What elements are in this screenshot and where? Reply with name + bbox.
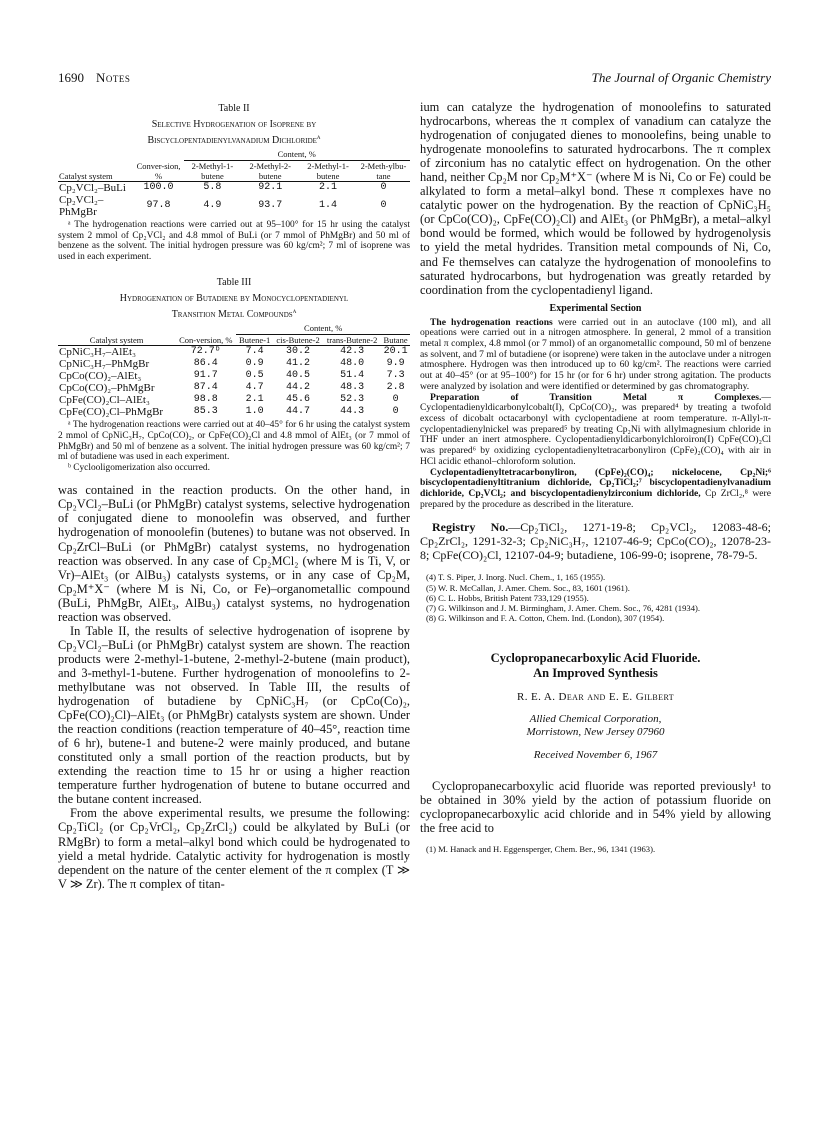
table-row	[58, 394, 410, 406]
table-2-col-header: 2-Methyl-1-butene	[184, 161, 242, 182]
table-row	[58, 182, 410, 195]
section-name: Notes	[96, 70, 131, 85]
table-cell: CpNiC₃H₇–PhMgBr	[59, 358, 150, 371]
references	[420, 572, 771, 623]
table-3-col-header: Butane	[381, 335, 410, 346]
reference: (4) T. S. Piper, J. Inorg. Nucl. Chem., 1, 165 (1955).	[426, 572, 606, 583]
left-body-text	[58, 483, 410, 890]
table-cell: 2.1	[245, 394, 264, 406]
table-cell: 44.3	[340, 406, 365, 418]
table-cell: 0	[380, 200, 387, 211]
affiliation-line2: Morristown, New Jersey 07960	[526, 726, 665, 739]
article-title-line1: Cyclopropanecarboxylic Acid Fluoride.	[490, 651, 701, 666]
table-3	[58, 276, 410, 473]
paragraph: ium can catalyze the hydrogenation of monoolefins to saturated hydrocarbons, whereas the π complex of vanadium can catalyze the hydrogenation of conjugated dienes to monoolefins, being unable to hydrogenate monoolefins to saturated hydrocarbons. The π complex of zirconium has no catalytic effect on hydrogenation. On the other hand, neither Cp₂M nor Cp₂M⁺X⁻ (where M is Ni, Co or Fe) could be alkylated to form a metal–alkyl bond. These π complexes have no catalytic power on the hydrogenation. By the reaction of CpNiC₃H₅ (or CpCo(CO)₂, CpFe(CO)₂Cl) and AlEt₃ (or PhMgBr), a metal–alkyl bond would be formed, which would be followed by hydrogenolysis to yield the metal hydrides. Transition metal compounds of Ni, Co, and Fe themselves can catalyze the hydrogenation of monoolefins to saturated hydrocarbons, but hydrogenation was greatly retarded by coordination from the cyclopentadienyl ligand.	[420, 100, 771, 297]
table-cell: 20.1	[383, 346, 408, 358]
right-column	[420, 100, 771, 854]
table-2-col-header: 2-Methyl-1-butene	[299, 161, 357, 182]
table-row	[58, 346, 410, 359]
table-cell: CpFe(CO)₂Cl–AlEt₃	[59, 394, 150, 407]
table-cell: 0	[392, 406, 399, 418]
table-cell: 42.3	[340, 346, 365, 358]
table-cell: 0	[392, 394, 399, 406]
table-cell: 93.7	[258, 200, 283, 211]
table-cell: 45.6	[286, 394, 311, 406]
table-cell: CpCo(CO)₂–AlEt₃	[59, 370, 142, 383]
table-cell: 0.9	[245, 358, 264, 370]
table-row	[58, 358, 410, 370]
paragraph: Preparation of Transition Metal π Complexes.—Cyclopentadienyldicarbonylcobalt(I), CpCo(CO)₂, was prepared⁴ by treating a twofold excess of dicobalt octacarbonyl with cyclopentadiene at room temperature. π-Allyl-π-cyclopentadienylnickel was prepared⁵ by treating Cp₂Ni with allylmagnesium chloride in THF under an inert atmosphere. Cyclopentadienyldicarbonylchloroiron(I) CpFe(CO)₂Cl was prepared⁶ by oxidizing cyclopentadienyltetracarbonyliron (CpFe)₂(CO)₄ with air in HCl acidic ethanol–chloroform solution.	[420, 391, 771, 467]
table-cell: 98.8	[193, 394, 218, 406]
experimental-heading: Experimental Section	[549, 302, 642, 314]
table-3-col-header: Catalyst system	[58, 335, 175, 346]
table-3-footnote-b: ᵇ Cyclooligomerization also occurred.	[68, 462, 210, 473]
table-row	[58, 382, 410, 394]
table-cell: 44.2	[286, 382, 311, 394]
experimental-section	[420, 318, 771, 511]
table-cell: 0.5	[245, 370, 264, 382]
reference: (5) W. R. McCallan, J. Amer. Chem. Soc., 83, 1601 (1961).	[426, 582, 630, 593]
article-title-line2: An Improved Synthesis	[533, 666, 658, 681]
table-cell: CpNiC₃H₇–AlEt₃	[59, 346, 136, 359]
received-date: Received November 6, 1967	[533, 749, 658, 762]
table-3-col-header: trans-Butene-2	[323, 335, 381, 346]
paragraph: From the above experimental results, we presume the following: Cp₂TiCl₂ (or Cp₂VrCl₂, Cp₂ZrCl₂) could be alkylated by BuLi (or RMgBr) to form a metal–alkyl bond which could be hydrogenated to yield a metal hydride. Catalytic activity for hydrogenation is mostly dependent on the nature of the center element of the π complex (T ≫ V ≫ Zr). The π complex of titan-	[58, 806, 410, 891]
table-cell: 91.7	[193, 370, 218, 382]
table-2-col-header: 2-Methyl-2-butene	[241, 161, 299, 182]
table-cell: CpCo(CO)₂–PhMgBr	[59, 382, 155, 395]
paragraph: was contained in the reaction products. On the other hand, in Cp₂VCl₂–BuLi (or PhMgBr) catalyst systems, selective hydrogenation of conjugated diene to monoolefin was observed, and further hydrogenation of monoolefin (butenes) to butane was not observed. In Cp₂ZrCl–BuLi (or PhMgBr) catalyst systems, no hydrogenation reaction was observed. In any case of Cp₂MCl₂ (where M is Ti, V, or Vr)–AlEt₃ (or AlBu₃) catalysts systems, or in any case of Cp₂M, Cp₂M⁺X⁻ (where M is Ni, Co, or Fe)–organometallic compound (BuLi, PhMgBr, AlEt₃, AlBu₃) catalyst systems, no hydrogenation reaction was observed.	[58, 483, 410, 624]
registry-label: Registry No.	[432, 520, 509, 535]
table-cell: Cp₂VCl₂–PhMgBr	[59, 194, 104, 218]
table-cell: 40.5	[286, 370, 311, 382]
reference: (1) M. Hanack and H. Eggensperger, Chem. Ber., 96, 1341 (1963).	[426, 843, 656, 854]
table-row	[58, 194, 410, 218]
table-3-footnote-a: ᵃ The hydrogenation reactions were carried out at 40–45° for 6 hr using the catalyst system 2 mmol of CpNiC₃H₇, CpCo(CO)₂, or CpFe(CO)₂Cl and 4.8 mmol of AlEt₃ (or 7 mmol of PhMgBr) and 50 ml of benzene as a solvent. The initial hydrogen pressure was 60 kg/cm²; 7 ml of butadiene was used in each experiment.	[58, 420, 410, 463]
table-cell: 9.9	[386, 358, 405, 370]
table-3-label: Table III	[216, 277, 252, 289]
table-cell: 52.3	[340, 394, 365, 406]
table-2-title-line1: Selective Hydrogenation of Isoprene by	[151, 119, 317, 130]
table-3-col-header: Butene-1	[236, 335, 273, 346]
reference: (6) C. L. Hobbs, British Patent 733,129 (1955).	[426, 592, 589, 603]
table-3-col-header: Con-version, %	[175, 335, 236, 346]
table-row	[58, 370, 410, 382]
table-3-title-line2: Transition Metal Compounds$^a$	[171, 307, 297, 321]
table-cell: 97.8	[146, 200, 171, 211]
journal-name: The Journal of Organic Chemistry	[591, 70, 771, 85]
table-2-col-header: Conver-sion, %	[134, 161, 184, 182]
reference: (7) G. Wilkinson and J. M. Birmingham, J. Amer. Chem. Soc., 76, 4281 (1934).	[426, 602, 701, 613]
paragraph: The hydrogenation reactions were carried out in an autoclave (100 ml), and all opeations were carried out in a nitrogen atmosphere. In general, 2 mmol of a transition metal π complex, 4.8 mmol (or 7 mmol) of an organometallic compound, 50 ml of benzene as solvent, and 7 ml of butadiene (or isoprene) were taken in the autoclave under a nitrogen atmosphere. Hydrogen was then introduced up to 60 kg/cm². The reactions were carried out at 40–45° (or at 95–100°) for 15 hr (or for 6 hr) under strong agitation. The products were analyzed by isolation and were identified or determined by gas chromatography.	[420, 316, 771, 392]
table-cell: 100.0	[143, 182, 174, 193]
registry-numbers: Registry No.—Cp₂TiCl₂, 1271-19-8; Cp₂VCl₂, 12083-48-6; Cp₂ZrCl₂, 1291-32-3; Cp₂NiC₃H₇, 12107-46-9; CpCo(CO)₂, 12078-23-8; CpFe(CO)₂Cl, 12107-04-9; butadiene, 106-99-0; isoprene, 78-79-5.	[420, 520, 772, 563]
table-cell: 7.3	[386, 370, 405, 382]
paragraph: In Table II, the results of selective hydrogenation of isoprene by Cp₂VCl₂–BuLi (or PhMgBr) catalyst system are shown. The reaction products were 2-methyl-1-butene, 2-methyl-2-butene (main product), and 3-methyl-1-butene. Further hydrogenation of monoolefins to 2-methylbutane was not observed. In Table III, the results of hydrogenation of butadiene by CpNiC₃H₇ (or CpCo(Co)₂, CpFe(CO)₂Cl)–AlEt₃ (or PhMgBr) catalysts system are shown. Under the reaction conditions (reaction temperature of 40–45°, reaction time of 6 hr), butene-1 and butene-2 were mainly produced, and butane constituted only a small portion of the reaction products, but by extending the reaction time to 15 hr or using a higher reaction temperature further hydrogenation of butene to butane occurred and the butane content increased.	[58, 623, 410, 807]
table-cell: 4.9	[203, 200, 222, 211]
table-2-col-header: 2-Meth-ylbu-tane	[357, 161, 410, 182]
table-cell: 41.2	[286, 358, 311, 370]
article-footnote	[420, 844, 771, 854]
table-cell: 85.3	[193, 406, 218, 418]
table-cell: Cp₂VCl₂–BuLi	[59, 182, 126, 194]
table-cell: 2.8	[386, 382, 405, 394]
table-2-title-line2: Biscyclopentadienylvanadium Dichloride$^a$	[147, 133, 321, 146]
run-in-heading: The hydrogenation reactions	[430, 316, 553, 328]
table-row	[58, 406, 410, 418]
table-2-label: Table II	[218, 103, 250, 114]
table-cell: 87.4	[193, 382, 218, 394]
table-cell: 48.0	[340, 358, 365, 370]
table-cell: 2.1	[319, 182, 338, 193]
table-2-footnote: ᵃ The hydrogenation reactions were carried out at 95–100° for 15 hr using the catalyst system 2 mmol of Cp₂VCl₂ and 4.8 mmol of BuLi (or 7 mmol of PhMgBr) and 50 ml of benzene as the solvent. The initial hydrogen pressure was 60 kg/cm²; 7 ml of isoprene was used in each experiment.	[58, 220, 410, 262]
table-3-content-header: Content, %	[236, 323, 410, 335]
table-3-grid	[58, 323, 410, 418]
table-2-col-header: Catalyst system	[58, 161, 134, 182]
paragraph: Cyclopropanecarboxylic acid fluoride was reported previously¹ to be obtained in 30% yield by the action of potassium fluoride on cyclopropanecarboxylic acid chloride and in 54% yield by allowing the free acid to	[420, 779, 771, 836]
table-2-grid	[58, 149, 410, 218]
left-column	[58, 100, 410, 891]
page-number: 1690	[58, 70, 84, 85]
table-2-content-header: Content, %	[184, 149, 410, 161]
table-cell: 48.3	[340, 382, 365, 394]
run-in-heading: Preparation of Transition Metal π Complexes.	[430, 391, 762, 403]
running-header	[58, 70, 771, 88]
table-cell: 7.4	[245, 346, 264, 358]
run-in-heading: Cyclopentadienyltetracarbonyliron, (CpFe)₂(CO)₄; nickelocene, Cp₂Ni;⁶ biscyclopentadienyltitranium dichloride, Cp₂TiCl₂;⁷ biscyclopentadienylvanadium dichloride, Cp₂VCl₂; and biscyclopentadienylzirconium dichloride,	[420, 466, 771, 499]
article-authors: R. E. A. Dear and E. E. Gilbert	[517, 691, 674, 704]
table-cell: 30.2	[286, 346, 311, 358]
table-cell: 86.4	[193, 358, 218, 370]
right-body-text	[420, 100, 771, 297]
table-cell: CpFe(CO)₂Cl–PhMgBr	[59, 406, 164, 419]
table-cell: 0	[380, 182, 387, 193]
table-cell: 92.1	[258, 182, 283, 193]
table-cell: 72.7ᵇ	[190, 346, 221, 358]
paragraph: Cyclopentadienyltetracarbonyliron, (CpFe)₂(CO)₄; nickelocene, Cp₂Ni;⁶ biscyclopentadienyltitranium dichloride, Cp₂TiCl₂;⁷ biscyclopentadienylvanadium dichloride, Cp₂VCl₂; and biscyclopentadienylzirconium dichloride, Cp ZrCl₂,⁸ were prepared by the procedure as described in the literature.	[420, 466, 771, 510]
table-cell: 51.4	[340, 370, 365, 382]
table-cell: 44.7	[286, 406, 311, 418]
article-header	[420, 651, 771, 761]
table-2	[58, 102, 410, 262]
table-cell: 1.4	[319, 200, 338, 211]
affiliation-line1: Allied Chemical Corporation,	[529, 713, 662, 726]
table-cell: 4.7	[245, 382, 264, 394]
table-cell: 5.8	[203, 182, 222, 193]
table-3-title-line1: Hydrogenation of Butadiene by Monocyclopentadienyl	[119, 293, 349, 305]
reference: (8) G. Wilkinson and F. A. Cotton, Chem. Ind. (London), 307 (1954).	[426, 613, 665, 624]
table-cell: 1.0	[245, 406, 264, 418]
article-body	[420, 779, 771, 835]
table-3-col-header: cis-Butene-2	[273, 335, 323, 346]
